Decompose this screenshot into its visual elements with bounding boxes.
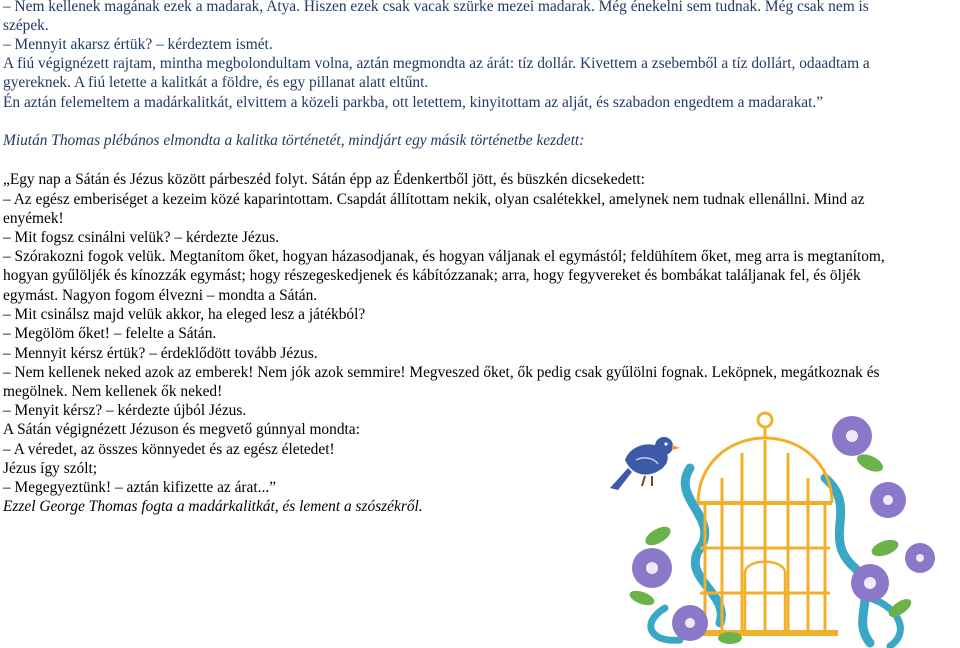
- text-line: Jézus így szólt;: [3, 460, 98, 477]
- text-line: gyereknek. A fiú letette a kalitkát a földre, és egy pillanat alatt eltűnt.: [3, 74, 429, 91]
- text-line: egymást. Nagyon fogom élvezni – mondta a Sátán.: [3, 287, 318, 304]
- text-line: A Sátán végignézett Jézuson és megvető gúnnyal mondta:: [3, 421, 360, 438]
- text-line: „Egy nap a Sátán és Jézus között párbeszéd folyt. Sátán épp az Édenkertből jött, és büszkén dicsekedett:: [3, 171, 645, 188]
- text-line: hogyan gyűlöljék és kínozzák egymást; hogy részegeskedjenek és kábítózzanak; arra, hogy fegyvereket és bombákat találjanak fel, és öljék: [3, 267, 861, 284]
- text-line: szépek.: [3, 17, 49, 34]
- text-line: – Szórakozni fogok velük. Megtanítom őket, hogyan házasodjanak, és hogyan váljanak el egymástól; feldühítem őket, meg arra is megtanítom,: [3, 248, 885, 265]
- text-line: megölnek. Nem kellenek ők neked!: [3, 383, 223, 400]
- text-line: – Megegyeztünk! – aztán kifizette az árat...”: [3, 479, 277, 496]
- text-line: – Nem kellenek neked azok az emberek! Nem jók azok semmire! Megveszed őket, ők pedig csak gyűlölni fognak. Leköpnek, megátkoznak és: [3, 364, 880, 381]
- text-line: – Mit fogsz csinálni velük? – kérdezte Jézus.: [3, 229, 280, 246]
- text-line: – Mennyit akarsz értük? – kérdeztem ismét.: [3, 36, 273, 53]
- text-line: – Mennyit kérsz értük? – érdeklődött tovább Jézus.: [3, 345, 318, 362]
- text-line: Miután Thomas plébános elmondta a kalitka történetét, mindjárt egy másik történetbe kezdett:: [3, 132, 585, 149]
- text-line: – A véredet, az összes könnyedet és az egész életedet!: [3, 441, 335, 458]
- text-line: – Mit csinálsz majd velük akkor, ha eleged lesz a játékból?: [3, 306, 366, 323]
- bird-icon: [610, 437, 680, 490]
- text-line: Én aztán felemeltem a madárkalitkát, elvittem a közeli parkba, ott letettem, kinyitottam az alját, és szabadon engedtem a madarakat.”: [3, 94, 824, 111]
- text-line: A fiú végignézett rajtam, mintha megbolondultam volna, aztán megmondta az árát: tíz dollár. Kivettem a zsebemből a tíz dollárt, odaadtam a: [3, 55, 870, 72]
- text-line: Ezzel George Thomas fogta a madárkalitkát, és lement a szószékről.: [3, 498, 423, 515]
- birdcage-illustration: [570, 408, 960, 648]
- text-line: – Az egész emberiséget a kezeim közé kaparintottam. Csapdát állítottam nekik, olyan csalétekkel, amelynek nem tudnak ellenállni. Mind az: [3, 191, 865, 208]
- text-line: enyémek!: [3, 210, 64, 227]
- text-line: – Menyit kérsz? – kérdezte újból Jézus.: [3, 402, 247, 419]
- text-line: – Nem kellenek magának ezek a madarak, Atya. Hiszen ezek csak vacak szürke mezei madarak. Még énekelni sem tudnak. Még csak nem is: [3, 0, 869, 15]
- text-line: – Megölöm őket! – felelte a Sátán.: [3, 325, 217, 342]
